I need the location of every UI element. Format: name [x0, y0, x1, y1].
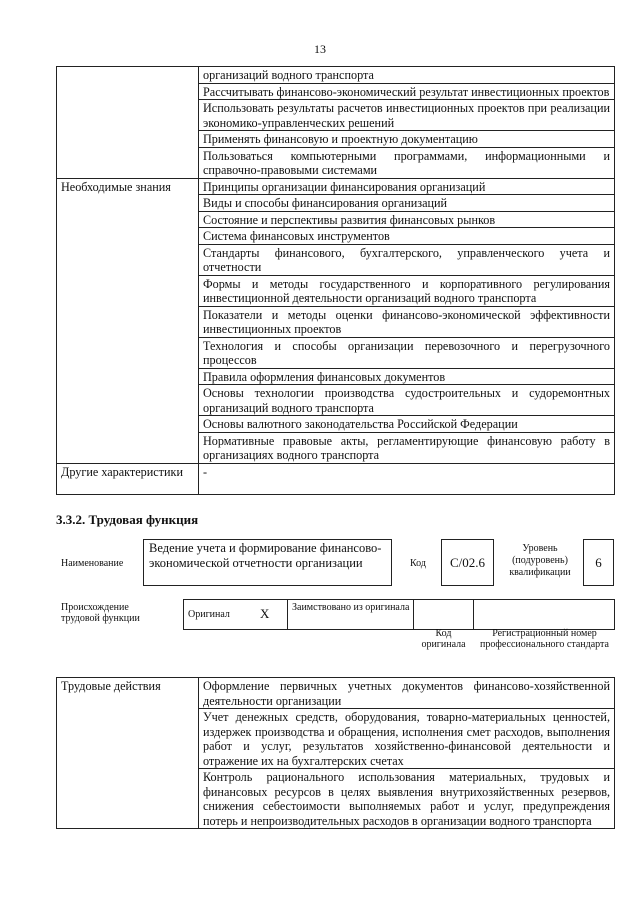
table-cell: Стандарты финансового, бухгалтерского, управленческого учета и отчетности — [199, 244, 615, 275]
table-cell: Показатели и методы оценки финансово-экономической эффективности инвестиционных проектов — [199, 306, 615, 337]
table-cell: организаций водного транспорта — [199, 67, 615, 84]
table-cell: Принципы организации финансирования организаций — [199, 178, 615, 195]
table-cell: Формы и методы государственного и корпоративного регулирования инвестиционной деятельности организаций водного транспорта — [199, 275, 615, 306]
origin-label: Происхождение трудовой функции — [61, 602, 140, 624]
name-box — [143, 539, 392, 586]
table-cell: Система финансовых инструментов — [199, 228, 615, 245]
name-label: Наименование — [61, 558, 124, 569]
borrowed-box — [287, 599, 414, 630]
table-cell: Использовать результаты расчетов инвестиционных проектов при реализации экономико-управленческих решений — [199, 100, 615, 131]
table-cell: Основы валютного законодательства Российской Федерации — [199, 416, 615, 433]
table-cell: Учет денежных средств, оборудования, товарно-материальных ценностей, издержек производства и обращения, исполнения смет расходов, выполнения работ и услуг, результатов хозяйственно-финансовой деятельности и отражение их на бухгалтерских счетах — [199, 709, 615, 769]
code-value: C/02.6 — [449, 555, 486, 570]
code-label: Код — [410, 558, 426, 569]
reg-number-caption: Регистрационный номер профессионального стандарта — [480, 628, 609, 650]
table-row — [57, 67, 615, 84]
table-cell: Виды и способы финансирования организаций — [199, 195, 615, 212]
table-cell: Правила оформления финансовых документов — [199, 368, 615, 385]
table-row — [57, 678, 615, 709]
borrowed-label: Заимствовано из оригинала — [292, 602, 410, 613]
labor-actions-table — [56, 677, 615, 829]
level-value: 6 — [595, 555, 602, 570]
table-cell: - — [199, 463, 615, 494]
original-label: Оригинал — [188, 609, 230, 620]
table-cell: Оформление первичных учетных документов финансово-хозяйственной деятельности организации — [199, 678, 615, 709]
page-number: 13 — [314, 42, 326, 56]
table-cell: Пользоваться компьютерными программами, информационными и справочно-правовыми системами — [199, 147, 615, 178]
table-cell: Основы технологии производства судостроительных и судоремонтных организаций водного транспорта — [199, 385, 615, 416]
code-original-box — [413, 599, 474, 630]
section-heading: 3.3.2. Трудовая функция — [56, 512, 199, 527]
table-row — [57, 463, 615, 494]
code-original-caption: Код оригинала — [421, 628, 466, 650]
table-cell: Применять финансовую и проектную документацию — [199, 131, 615, 148]
knowledge-skills-table — [56, 66, 615, 495]
level-label: Уровень (подуровень) квалификации — [509, 543, 571, 578]
table-cell: Состояние и перспективы развития финансовых рынков — [199, 211, 615, 228]
table-row — [57, 178, 615, 195]
reg-number-box — [473, 599, 615, 630]
table-cell: Нормативные правовые акты, регламентирующие финансовую работу в организациях водного транспорта — [199, 432, 615, 463]
original-mark: X — [260, 606, 270, 621]
code-box — [441, 539, 494, 586]
function-name: Ведение учета и формирование финансово-экономической отчетности организации — [149, 541, 382, 570]
table-cell: Технология и способы организации перевозочного и перегрузочного процессов — [199, 337, 615, 368]
row-label-knowledge: Необходимые знания — [57, 178, 199, 463]
row-label-actions: Трудовые действия — [57, 678, 199, 829]
original-box — [183, 599, 288, 630]
table-cell: Контроль рационального использования материальных, трудовых и финансовых ресурсов в целях выявления внутрихозяйственных резервов, снижения себестоимости выполняемых работ и услуг, предупреждения потерь и непроизводительных расходов в организации водного транспорта — [199, 769, 615, 829]
row-label — [57, 67, 199, 179]
level-box — [583, 539, 614, 586]
table-cell: Рассчитывать финансово-экономический результат инвестиционных проектов — [199, 83, 615, 100]
row-label-other: Другие характеристики — [57, 463, 199, 494]
